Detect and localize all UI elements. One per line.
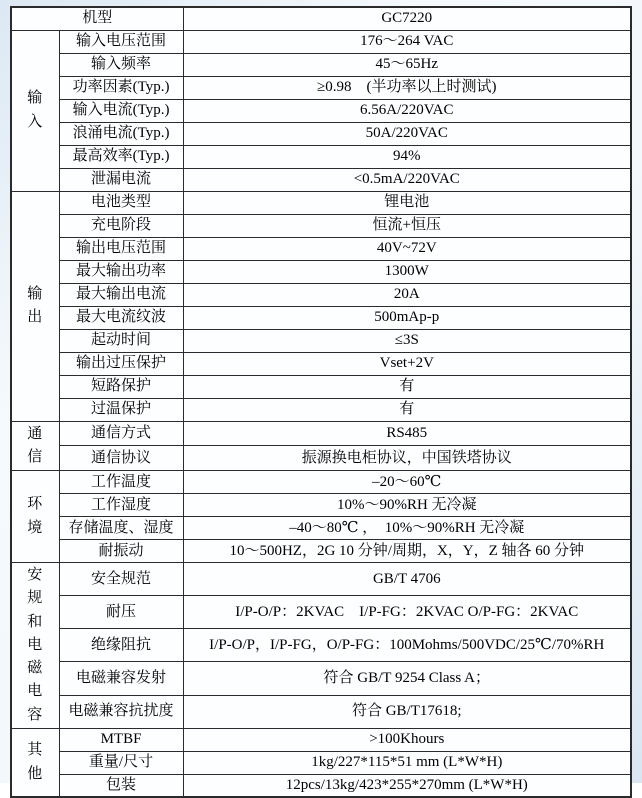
spec-value-cell: –20～60℃ bbox=[183, 471, 631, 494]
spec-label-cell: 最大电流纹波 bbox=[59, 306, 183, 329]
spec-label-cell: 泄漏电流 bbox=[59, 168, 183, 191]
spec-value-cell: 40V~72V bbox=[183, 237, 631, 260]
table-row bbox=[11, 517, 631, 540]
spec-label-cell: 功率因素(Typ.) bbox=[59, 76, 183, 99]
spec-label-cell: 输入电流(Typ.) bbox=[59, 99, 183, 122]
spec-value-cell: 符合 GB/T17618; bbox=[183, 695, 631, 728]
model-label-cell: 机型 bbox=[11, 7, 183, 30]
spec-value-cell: <0.5mA/220VAC bbox=[183, 168, 631, 191]
table-row bbox=[11, 695, 631, 728]
spec-label-cell: 充电阶段 bbox=[59, 214, 183, 237]
table-row bbox=[11, 283, 631, 306]
table-row bbox=[11, 421, 631, 446]
table-row bbox=[11, 53, 631, 76]
spec-label-cell: 最大输出功率 bbox=[59, 260, 183, 283]
spec-label-cell: 存储温度、湿度 bbox=[59, 517, 183, 540]
spec-label-cell: 耐振动 bbox=[59, 540, 183, 563]
spec-value-cell: Vset+2V bbox=[183, 352, 631, 375]
spec-value-cell: ≥0.98 (半功率以上时测试) bbox=[183, 76, 631, 99]
spec-label-cell: 电磁兼容发射 bbox=[59, 662, 183, 695]
spec-label-cell: 工作湿度 bbox=[59, 494, 183, 517]
spec-label-cell: 最高效率(Typ.) bbox=[59, 145, 183, 168]
spec-label-cell: MTBF bbox=[59, 728, 183, 751]
spec-value-cell: RS485 bbox=[183, 421, 631, 446]
spec-label-cell: 输入电压范围 bbox=[59, 30, 183, 53]
spec-value-cell: 符合 GB/T 9254 Class A； bbox=[183, 662, 631, 695]
table-row bbox=[11, 30, 631, 53]
spec-value-cell: 12pcs/13kg/423*255*270mm (L*W*H) bbox=[183, 774, 631, 797]
spec-value-cell: 锂电池 bbox=[183, 191, 631, 214]
table-row bbox=[11, 329, 631, 352]
spec-label-cell: 短路保护 bbox=[59, 375, 183, 398]
spec-header-row bbox=[11, 7, 631, 30]
spec-value-cell: 6.56A/220VAC bbox=[183, 99, 631, 122]
group-cell-2: 通信 bbox=[11, 421, 59, 471]
table-row bbox=[11, 306, 631, 329]
spec-value-cell: 176～264 VAC bbox=[183, 30, 631, 53]
table-row bbox=[11, 471, 631, 494]
spec-label-cell: 电池类型 bbox=[59, 191, 183, 214]
spec-value-cell: 振源换电柜协议，中国铁塔协议 bbox=[183, 446, 631, 471]
spec-label-cell: 输出过压保护 bbox=[59, 352, 183, 375]
spec-value-cell: 1kg/227*115*51 mm (L*W*H) bbox=[183, 751, 631, 774]
spec-label-cell: 浪涌电流(Typ.) bbox=[59, 122, 183, 145]
spec-label-cell: 输入频率 bbox=[59, 53, 183, 76]
spec-value-cell: 1300W bbox=[183, 260, 631, 283]
group-cell-3: 环境 bbox=[11, 471, 59, 563]
table-row bbox=[11, 563, 631, 596]
spec-label-cell: 电磁兼容抗扰度 bbox=[59, 695, 183, 728]
table-row bbox=[11, 237, 631, 260]
table-row bbox=[11, 76, 631, 99]
spec-value-cell: ≤3S bbox=[183, 329, 631, 352]
spec-value-cell: 45～65Hz bbox=[183, 53, 631, 76]
spec-table-body bbox=[11, 7, 631, 797]
table-row bbox=[11, 774, 631, 797]
table-row bbox=[11, 540, 631, 563]
spec-value-cell: –40～80℃ ， 10%～90%RH 无冷凝 bbox=[183, 517, 631, 540]
spec-value-cell: 20A bbox=[183, 283, 631, 306]
spec-label-cell: 工作温度 bbox=[59, 471, 183, 494]
table-row bbox=[11, 260, 631, 283]
table-row bbox=[11, 629, 631, 662]
spec-table bbox=[10, 6, 632, 798]
table-row bbox=[11, 375, 631, 398]
table-row bbox=[11, 728, 631, 751]
spec-label-cell: 重量/尺寸 bbox=[59, 751, 183, 774]
spec-label-cell: 起动时间 bbox=[59, 329, 183, 352]
spec-label-cell: 包装 bbox=[59, 774, 183, 797]
spec-value-cell: I/P-O/P：2KVAC I/P-FG：2KVAC O/P-FG：2KVAC bbox=[183, 596, 631, 629]
spec-label-cell: 安全规范 bbox=[59, 563, 183, 596]
table-row bbox=[11, 99, 631, 122]
group-cell-4: 安规和电磁电容 bbox=[11, 563, 59, 729]
spec-label-cell: 通信方式 bbox=[59, 421, 183, 446]
spec-value-cell: 94% bbox=[183, 145, 631, 168]
spec-value-cell: >100Khours bbox=[183, 728, 631, 751]
spec-value-cell: GB/T 4706 bbox=[183, 563, 631, 596]
spec-label-cell: 过温保护 bbox=[59, 398, 183, 421]
spec-value-cell: 10%～90%RH 无冷凝 bbox=[183, 494, 631, 517]
spec-value-cell: 50A/220VAC bbox=[183, 122, 631, 145]
model-value-cell: GC7220 bbox=[183, 7, 631, 30]
group-cell-5: 其他 bbox=[11, 728, 59, 797]
spec-label-cell: 输出电压范围 bbox=[59, 237, 183, 260]
spec-value-cell: 500mAp-p bbox=[183, 306, 631, 329]
spec-value-cell: 10～500HZ，2G 10 分钟/周期，X，Y，Z 轴各 60 分钟 bbox=[183, 540, 631, 563]
table-row bbox=[11, 191, 631, 214]
spec-label-cell: 最大输出电流 bbox=[59, 283, 183, 306]
table-row bbox=[11, 446, 631, 471]
table-row bbox=[11, 145, 631, 168]
table-row bbox=[11, 596, 631, 629]
table-row bbox=[11, 494, 631, 517]
group-cell-1: 输出 bbox=[11, 191, 59, 421]
group-cell-0: 输入 bbox=[11, 30, 59, 191]
spec-label-cell: 通信协议 bbox=[59, 446, 183, 471]
spec-value-cell: 有 bbox=[183, 398, 631, 421]
spec-label-cell: 耐压 bbox=[59, 596, 183, 629]
table-row bbox=[11, 122, 631, 145]
table-row bbox=[11, 662, 631, 695]
spec-label-cell: 绝缘阻抗 bbox=[59, 629, 183, 662]
table-row bbox=[11, 352, 631, 375]
table-row bbox=[11, 751, 631, 774]
table-row bbox=[11, 214, 631, 237]
table-row bbox=[11, 168, 631, 191]
spec-value-cell: 恒流+恒压 bbox=[183, 214, 631, 237]
spec-value-cell: I/P-O/P，I/P-FG，O/P-FG：100Mohms/500VDC/25℃/70%RH bbox=[183, 629, 631, 662]
spec-value-cell: 有 bbox=[183, 375, 631, 398]
table-row bbox=[11, 398, 631, 421]
